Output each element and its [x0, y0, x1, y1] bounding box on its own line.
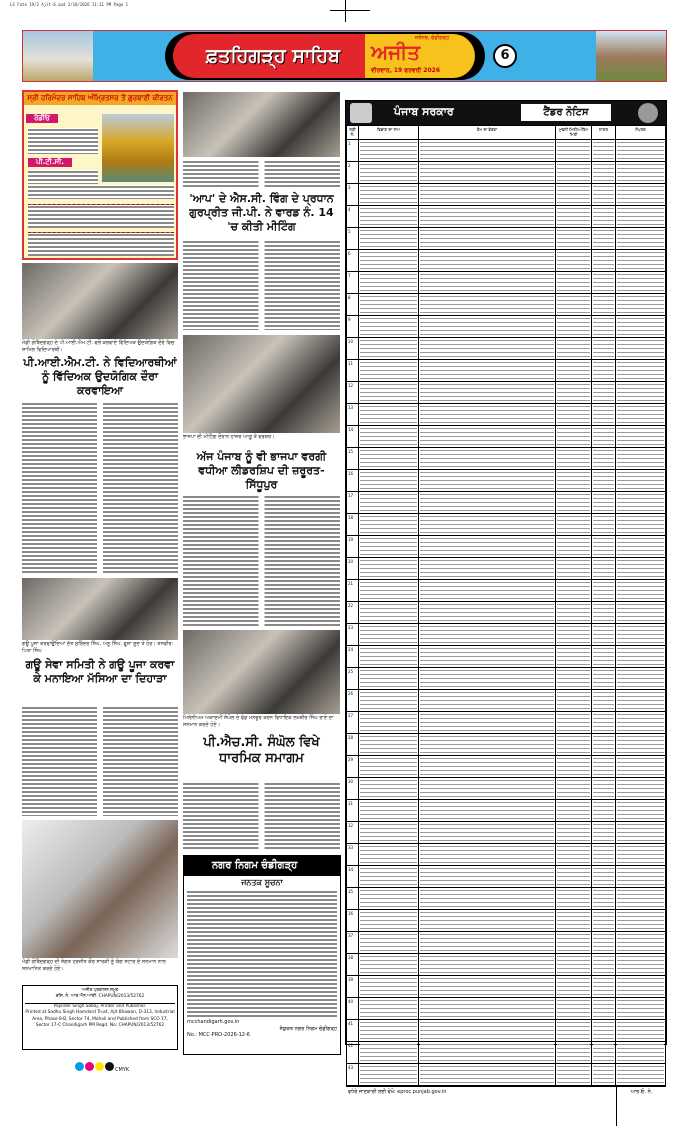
table-row: [347, 822, 666, 844]
serial-number: 5: [347, 228, 359, 250]
meeting-photo: [183, 92, 340, 157]
article-headline: 'ਆਪ' ਦੇ ਐਸ.ਸੀ. ਵਿੰਗ ਦੇ ਪ੍ਰਧਾਨ ਗੁਰਪ੍ਰੀਤ ਜੀ.ਪੀ. ਨੇ ਵਾਰਡ ਨੰ. 14 'ਚ ਕੀਤੀ ਮੀਟਿੰਗ: [189, 192, 334, 233]
felicitation-photo: [22, 820, 178, 958]
article-body: [183, 160, 340, 188]
nagar-nigam-public-notice: [183, 855, 341, 1055]
serial-number: 18: [347, 514, 359, 536]
tender-title: ਪੰਜਾਬ ਸਰਕਾਰ: [394, 105, 454, 118]
serial-number: 24: [347, 646, 359, 668]
table-row: [347, 470, 666, 492]
tender-notice: [345, 100, 667, 1095]
table-row: [347, 580, 666, 602]
tender-footer-note: ਵਧੇਰੇ ਜਾਣਕਾਰੀ ਲਈ ਵੇਖੋ: eproc.punjab.gov.in: [348, 1089, 447, 1095]
tender-notice-label: ਟੈਂਡਰ ਨੋਟਿਸ: [521, 104, 611, 121]
golden-temple-photo: [102, 114, 174, 182]
color-dot: [105, 1062, 114, 1071]
article-headline: ਪੀ.ਐਚ.ਸੀ. ਸੰਘੋਲ ਵਿਖੇ ਧਾਰਮਿਕ ਸਮਾਗਮ: [203, 735, 320, 767]
table-row: [347, 646, 666, 668]
serial-number: 23: [347, 624, 359, 646]
serial-number: 21: [347, 580, 359, 602]
table-row: [347, 1020, 666, 1042]
imprint-address: Printed at Sadhu Singh Hamdard Trust, Ajit Bhawan, D-313, Industrial Area, Phase 8-B, Sector 74, Mohali and Published from SCO 17, Sector 17-C Chandigarh PM Regd. No: CHAPUN/2013/52762: [25, 1010, 175, 1029]
gau-puja-photo: [22, 578, 178, 640]
masthead: [22, 30, 667, 82]
notice-reference: No.: MCC-PRO-2026-12-6: [187, 1032, 250, 1038]
column-header: ਲੜੀ ਨੰ.: [347, 126, 359, 140]
serial-number: 27: [347, 712, 359, 734]
article-headline: ਪੀ.ਆਈ.ਐਮ.ਟੀ. ਨੇ ਵਿਦਿਆਰਥੀਆਂ ਨੂੰ ਵਿੱਦਿਅਕ ਉਦਯੋਗਿਕ ਦੌਰਾ ਕਰਵਾਇਆ: [23, 356, 177, 397]
serial-number: 14: [347, 426, 359, 448]
article-body: [183, 495, 340, 627]
table-row: [347, 514, 666, 536]
serial-number: 6: [347, 250, 359, 272]
table-row: [347, 162, 666, 184]
serial-number: 37: [347, 932, 359, 954]
serial-number: 22: [347, 602, 359, 624]
serial-number: 30: [347, 778, 359, 800]
publisher-imprint: [22, 985, 178, 1050]
column-header: ਲਾਗਤ: [592, 126, 616, 140]
serial-number: 42: [347, 1042, 359, 1064]
table-row: [347, 602, 666, 624]
table-row: [347, 690, 666, 712]
disclaimer-text: [28, 232, 174, 256]
serial-number: 19: [347, 536, 359, 558]
serial-number: 41: [347, 1020, 359, 1042]
table-row: [347, 778, 666, 800]
table-row: [347, 250, 666, 272]
heritage-building-image: [596, 31, 666, 82]
photo-caption: ਭਾਜਪਾ ਦੀ ਮੀਟਿੰਗ ਦੌਰਾਨ ਹਾਜ਼ਰ ਆਗੂ ਤੇ ਵਰਕਰ।: [183, 434, 275, 440]
crop-mark: [330, 10, 370, 11]
punjab-emblem-icon: [350, 103, 372, 123]
ptc-tag: ਪੀ.ਟੀ.ਸੀ.: [28, 158, 72, 167]
notice-subtitle: ਜਨਤਕ ਸੂਚਨਾ: [241, 878, 283, 887]
table-row: [347, 756, 666, 778]
table-row: [347, 998, 666, 1020]
radio-tag: ਰੇਡੀਓ: [26, 114, 58, 123]
article-body: [22, 402, 178, 574]
page-number: 6: [493, 44, 517, 68]
serial-number: 31: [347, 800, 359, 822]
table-row: [347, 910, 666, 932]
serial-number: 13: [347, 404, 359, 426]
issue-date: ਵੀਰਵਾਰ, 19 ਫਰਵਰੀ 2026: [371, 67, 440, 74]
serial-number: 7: [347, 272, 359, 294]
table-row: [347, 844, 666, 866]
tender-table: [346, 125, 666, 1086]
photo-caption: ਮਿਲੇਨੀਅਮ ਅਕਾਦਮੀ ਸੰਘੋਲ ਦੇ ਫੰਡ ਮਨਜ਼ੂਰ ਕਰਨ ਵਿਧਾਇਕ ਲਖਬੀਰ ਸਿੰਘ ਰਾਏ ਦਾ ਸਨਮਾਨ ਕਰਦੇ ਹੋਏ।: [183, 715, 334, 728]
table-row: [347, 932, 666, 954]
serial-number: 39: [347, 976, 359, 998]
serial-number: 25: [347, 668, 359, 690]
notice-title: ਨਗਰ ਨਿਗਮ ਚੰਡੀਗੜ੍ਹ: [184, 856, 340, 876]
serial-number: 34: [347, 866, 359, 888]
serial-number: 9: [347, 316, 359, 338]
serial-number: 40: [347, 998, 359, 1020]
serial-number: 20: [347, 558, 359, 580]
color-dot: [85, 1062, 94, 1071]
photo-caption: ਮੰਡੀ ਗੋਬਿੰਦਗੜ੍ਹ ਦੇ ਪੀ.ਆਈ.ਐਮ.ਟੀ. ਵਲੋਂ ਕਰਵਾਏ ਵਿੱਦਿਅਕ ਉਦਯੋਗਿਕ ਦੌਰੇ ਵਿਚ ਸ਼ਾਮਿਲ ਵਿਦਿਆਰਥੀ।: [22, 340, 175, 353]
table-row: [347, 382, 666, 404]
radio-schedule-text: [28, 128, 98, 154]
table-row: [347, 404, 666, 426]
serial-number: 33: [347, 844, 359, 866]
photo-caption: ਮੰਡੀ ਗੋਬਿੰਦਗੜ੍ਹ ਦੀ ਸੰਗਤ ਹਰਜੀਤ ਕੌਰ ਸਾਰਕੀ ਨੂੰ ਯੰਗ ਸਟਾਰ ਦੇ ਸਨਮਾਨ ਨਾਲ ਸਨਮਾਨਿਤ ਕਰਦੇ ਹੋਏ।: [22, 959, 166, 972]
serial-number: 10: [347, 338, 359, 360]
notice-signature: ਸੰਯੁਕਤ ਨਗਰ ਨਿਗਮ ਚੰਡੀਗੜ੍ਹ: [279, 1026, 337, 1032]
table-row: [347, 492, 666, 514]
serial-number: 1: [347, 140, 359, 162]
masthead-logo: [165, 32, 485, 80]
serial-number: 15: [347, 448, 359, 470]
article-body: [183, 782, 340, 850]
imprint-publisher: Pajinder Singh Sebaj, Printer and Publisher.: [25, 1003, 175, 1010]
table-row: [347, 954, 666, 976]
photo-caption: ਗਊ ਪੂਜਾ ਕਰਵਾਉਂਦਿਆਂ ਦੱਤ ਸੁਰਿੰਦਰ ਸਿੰਘ, ਅਨੂ ਸਿੰਘ, ਵੂਸ਼ਾ ਸੂਦ ਤੇ ਹੋਰ। ਤਸਵੀਰ: ਪਿਤਾ ਸਿੰਘ: [22, 641, 174, 654]
serial-number: 38: [347, 954, 359, 976]
students-industrial-visit-photo: [22, 263, 178, 339]
print-slug: LS Fate 19/2 Ajit-6.qxd 2/18/2026 11:11 PM Page 1: [10, 2, 129, 7]
table-row: [347, 184, 666, 206]
serial-number: 8: [347, 294, 359, 316]
article-body: [183, 240, 340, 330]
table-row: [347, 976, 666, 998]
table-row: [347, 536, 666, 558]
table-row: [347, 426, 666, 448]
table-row: [347, 712, 666, 734]
serial-number: 35: [347, 888, 359, 910]
column-header: ਮੁਢਲੀ ਮਿਤੀ/ਅੰਤਿਮ ਮਿਤੀ: [556, 126, 592, 140]
article-body: [22, 706, 178, 816]
serial-number: 29: [347, 756, 359, 778]
serial-number: 36: [347, 910, 359, 932]
edition-name: ਫ਼ਤਹਿਗੜ੍ਹ ਸਾਹਿਬ: [173, 34, 373, 78]
table-row: [347, 338, 666, 360]
table-row: [347, 624, 666, 646]
serial-number: 11: [347, 360, 359, 382]
serial-number: 26: [347, 690, 359, 712]
table-row: [347, 272, 666, 294]
table-row: [347, 1064, 666, 1086]
table-row: [347, 360, 666, 382]
article-headline: ਗਊ ਸੇਵਾ ਸਮਿਤੀ ਨੇ ਗਊ ਪੂਜਾ ਕਰਵਾ ਕੇ ਮਨਾਇਆ ਮੱਸਿਆ ਦਾ ਦਿਹਾੜਾ: [25, 658, 175, 685]
imprint-title: ਅਜੀਤ ਪ੍ਰਕਾਸ਼ਨ ਸਮੂਹ: [81, 988, 119, 993]
notice-body: [187, 890, 337, 1018]
color-dot: [75, 1062, 84, 1071]
table-row: [347, 140, 666, 162]
serial-number: 2: [347, 162, 359, 184]
table-row: [347, 668, 666, 690]
column-header: ਵਿਭਾਗ ਦਾ ਨਾਮ: [359, 126, 419, 140]
brand-name: ਅਜੀਤ: [371, 40, 421, 64]
edition-city: ਜਲੰਧਰ, ਚੰਡੀਗੜ੍ਹ: [415, 35, 450, 41]
serial-number: 16: [347, 470, 359, 492]
table-row: [347, 888, 666, 910]
table-row: [347, 800, 666, 822]
gurbani-box-title: ਸ੍ਰੀ ਹਰਿਮੰਦਰ ਸਾਹਿਬ ਅੰਮ੍ਰਿਤਸਰ ਤੋਂ ਗੁਰਬਾਣੀ ਕੀਰਤਨ: [24, 92, 176, 105]
seal-icon: [638, 103, 658, 123]
table-row: [347, 228, 666, 250]
table-row: [347, 734, 666, 756]
serial-number: 32: [347, 822, 359, 844]
table-row: [347, 206, 666, 228]
article-headline: ਅੱਜ ਪੰਜਾਬ ਨੂੰ ਵੀ ਭਾਜਪਾ ਵਰਗੀ ਵਧੀਆ ਲੀਡਰਸ਼ਿਪ ਦੀ ਜ਼ਰੂਰਤ-ਸਿੱਧੂਪੁਰ: [196, 450, 327, 491]
notice-text: [28, 204, 174, 228]
bjp-meeting-photo: [183, 335, 340, 433]
column-header: ਕੰਮ ਦਾ ਵੇਰਵਾ: [419, 126, 556, 140]
cmyk-label: CMYK: [115, 1067, 130, 1073]
serial-number: 4: [347, 206, 359, 228]
column-header: ਸੰਪਰਕ: [616, 126, 666, 140]
honour-photo: [183, 630, 340, 714]
notice-website[interactable]: mcchandigarh.gov.in: [187, 1019, 240, 1025]
serial-number: 17: [347, 492, 359, 514]
table-row: [347, 558, 666, 580]
ptc-schedule-text: [28, 185, 174, 199]
table-row: [347, 294, 666, 316]
gurdwara-image: [23, 31, 93, 82]
table-row: [347, 316, 666, 338]
crop-mark: [345, 0, 346, 22]
serial-number: 28: [347, 734, 359, 756]
serial-number: 12: [347, 382, 359, 404]
table-row: [347, 1042, 666, 1064]
imprint-registration: ਰਜਿ. ਨੰ. ਆਰ.ਐਨ.ਆਈ. CHAPUN/2013/52762: [55, 994, 145, 1000]
registration-marks: [75, 1062, 129, 1073]
table-row: [347, 866, 666, 888]
table-row: [347, 448, 666, 470]
color-dot: [95, 1062, 104, 1071]
serial-number: 43: [347, 1064, 359, 1086]
gurbani-kirtan-box: [22, 90, 178, 260]
tender-ro-number: ਆਰ.ਓ. ਨੰ.: [616, 1087, 666, 1126]
serial-number: 3: [347, 184, 359, 206]
